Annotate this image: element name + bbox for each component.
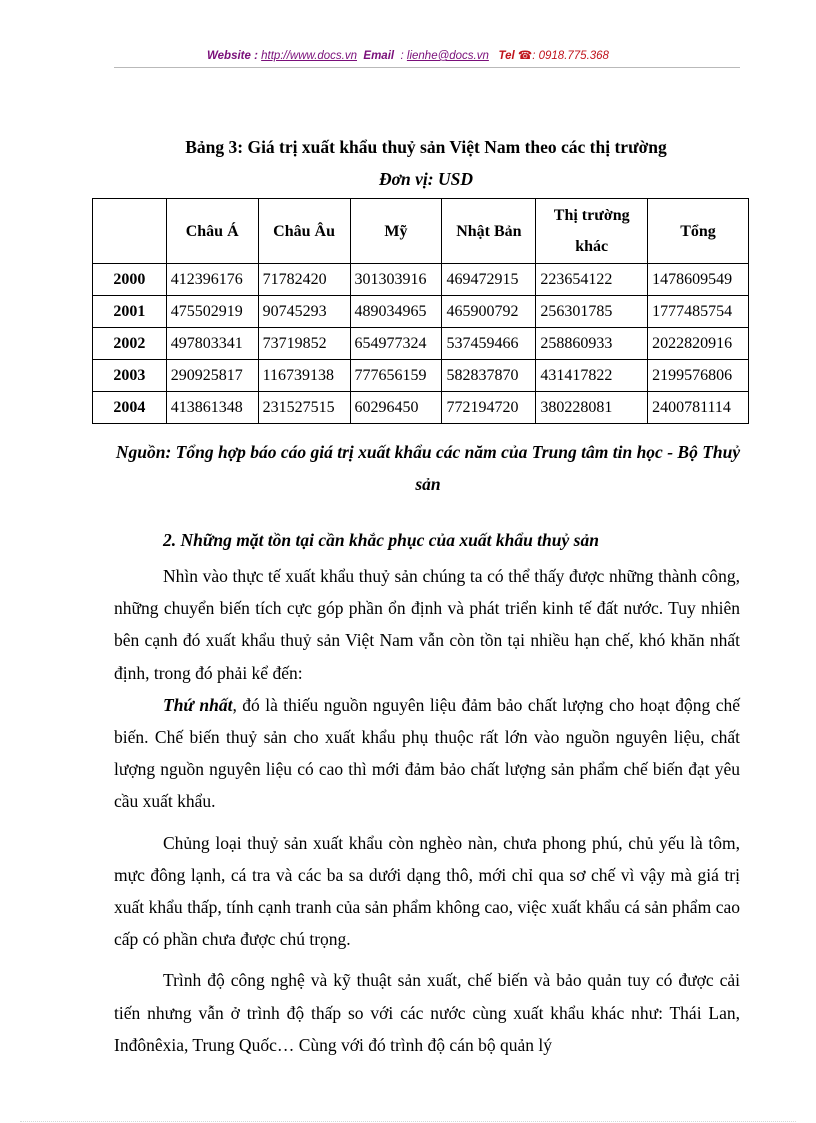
- table-cell: 772194720: [442, 392, 536, 424]
- header-cell-empty: [93, 199, 167, 264]
- export-value-table: [92, 198, 749, 424]
- table-cell: 469472915: [442, 264, 536, 296]
- table-cell: 431417822: [536, 360, 648, 392]
- table-cell: 465900792: [442, 296, 536, 328]
- year-cell: 2004: [93, 392, 167, 424]
- body-text: [114, 560, 740, 1061]
- table-cell: 489034965: [350, 296, 442, 328]
- email-link[interactable]: lienhe@docs.vn: [406, 50, 489, 62]
- header-divider: [114, 67, 740, 68]
- table-cell: 497803341: [166, 328, 258, 360]
- paragraph: Chủng loại thuỷ sản xuất khẩu còn nghèo nàn, chưa phong phú, chủ yếu là tôm, mực đông lạnh, cá tra và các ba sa dưới dạng thô, mới chỉ qua sơ chế vì vậy mà giá trị xuất khẩu thấp, tính cạnh tranh của sản phẩm không cao, việc xuất khẩu cá sản phẩm cao cấp có phần chưa được chú trọng.: [114, 832, 740, 950]
- table-cell: 2022820916: [648, 328, 749, 360]
- table-cell: 258860933: [536, 328, 648, 360]
- website-label: Website :: [207, 50, 258, 62]
- table-cell: 1777485754: [648, 296, 749, 328]
- table-cell: 413861348: [166, 392, 258, 424]
- year-cell: 2002: [93, 328, 167, 360]
- table-row: [93, 328, 749, 360]
- table-cell: 2199576806: [648, 360, 749, 392]
- table-cell: 2400781114: [648, 392, 749, 424]
- year-cell: 2001: [93, 296, 167, 328]
- table-cell: 537459466: [442, 328, 536, 360]
- email-label: Email: [363, 50, 395, 62]
- header-cell-asia: Châu Á: [166, 199, 258, 264]
- paragraph: [114, 689, 740, 818]
- table-cell: 71782420: [258, 264, 350, 296]
- table-row: [93, 296, 749, 328]
- table-unit: Đơn vị: USD: [379, 169, 473, 189]
- table-cell: 290925817: [166, 360, 258, 392]
- emphasis-lead: Thứ nhất: [163, 694, 233, 715]
- page-header: [0, 48, 816, 62]
- table-cell: 475502919: [166, 296, 258, 328]
- header-cell-europe: Châu Âu: [258, 199, 350, 264]
- source-note: Nguồn: Tổng hợp báo cáo giá trị xuất khẩu các năm của Trung tâm tin học - Bộ Thuỷ sản: [115, 442, 741, 494]
- tel-label: Tel: [498, 50, 515, 62]
- section-heading: 2. Những mặt tồn tại cần khắc phục của xuất khẩu thuỷ sản: [163, 530, 599, 550]
- header-cell-usa: Mỹ: [350, 199, 442, 264]
- paragraph: Trình độ công nghệ và kỹ thuật sản xuất, chế biến và bảo quản tuy có được cải tiến nhưng vẫn ở trình độ thấp so với các nước cùng xuất khẩu khác như: Thái Lan, Inđônêxia, Trung Quốc… Cùng với đó trình độ cán bộ quản lý: [114, 970, 740, 1055]
- table-cell: 380228081: [536, 392, 648, 424]
- email-separator: :: [400, 50, 404, 62]
- table-cell: 73719852: [258, 328, 350, 360]
- table-row: [93, 264, 749, 296]
- telephone-icon: ☎: [517, 50, 533, 62]
- table-cell: 654977324: [350, 328, 442, 360]
- table-cell: 90745293: [258, 296, 350, 328]
- table-title: Bảng 3: Giá trị xuất khẩu thuỷ sản Việt Nam theo các thị trường: [185, 137, 667, 157]
- table-cell: 582837870: [442, 360, 536, 392]
- paragraph-text: , đó là thiếu nguồn nguyên liệu đảm bảo chất lượng cho hoạt động chế biến. Chế biến thuỷ sản cho xuất khẩu phụ thuộc rất lớn vào nguồn nguyên liệu, chất lượng nguồn nguyên liệu có cao thì mới đảm bảo chất lượng sản phẩm chế biến đạt yêu cầu xuất khẩu.: [114, 694, 740, 812]
- table-cell: 777656159: [350, 360, 442, 392]
- table-row: [93, 392, 749, 424]
- year-cell: 2003: [93, 360, 167, 392]
- header-cell-other-markets: Thị trường khác: [536, 199, 648, 264]
- tel-value: : 0918.775.368: [532, 50, 609, 62]
- year-cell: 2000: [93, 264, 167, 296]
- table-cell: 301303916: [350, 264, 442, 296]
- footer-divider: [20, 1121, 796, 1122]
- table-cell: 1478609549: [648, 264, 749, 296]
- header-cell-total: Tổng: [648, 199, 749, 264]
- header-cell-japan: Nhật Bản: [442, 199, 536, 264]
- table-cell: 60296450: [350, 392, 442, 424]
- table-cell: 412396176: [166, 264, 258, 296]
- website-link[interactable]: http://www.docs.vn: [261, 50, 358, 62]
- table-cell: 116739138: [258, 360, 350, 392]
- table-header-row: [93, 199, 749, 264]
- table-cell: 231527515: [258, 392, 350, 424]
- paragraph: Nhìn vào thực tế xuất khẩu thuỷ sản chúng ta có thể thấy được những thành công, những chuyển biến tích cực góp phần ổn định và phát triển kinh tế đất nước. Tuy nhiên bên cạnh đó xuất khẩu thuỷ sản Việt Nam vẫn còn tồn tại nhiều hạn chế, khó khăn nhất định, trong đó phải kể đến:: [114, 566, 740, 683]
- table-row: [93, 360, 749, 392]
- table-cell: 256301785: [536, 296, 648, 328]
- table-cell: 223654122: [536, 264, 648, 296]
